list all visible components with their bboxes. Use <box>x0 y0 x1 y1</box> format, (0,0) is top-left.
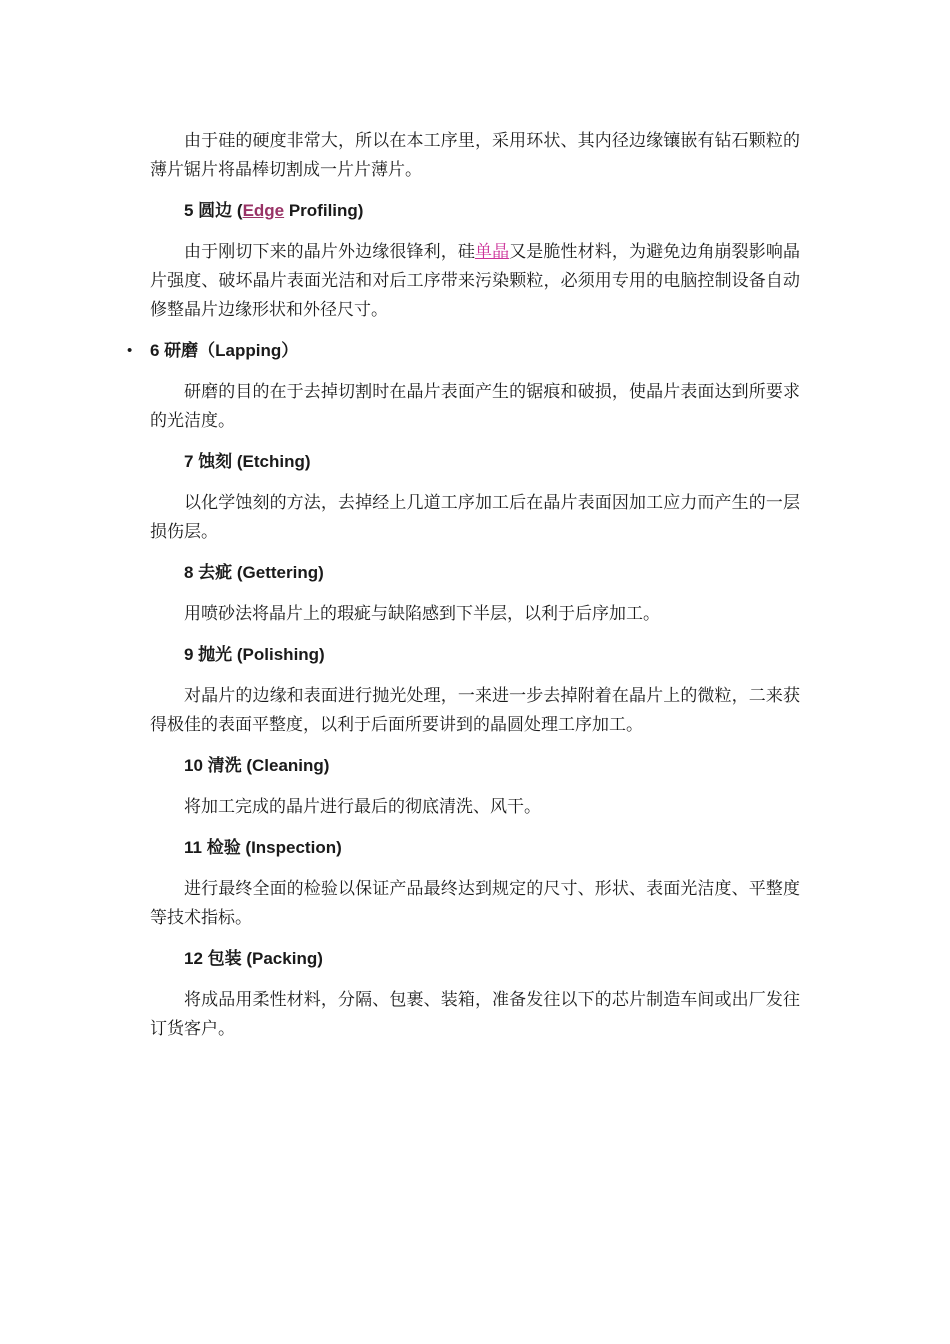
heading-7-etching: 7 蚀刻 (Etching) <box>184 452 311 471</box>
heading-10-cleaning: 10 清洗 (Cleaning) <box>184 756 330 775</box>
heading-6-lapping <box>127 336 800 365</box>
heading-5-prefix: 5 圆边 ( <box>184 201 243 220</box>
para-etching: 以化学蚀刻的方法，去掉经上几道工序加工后在晶片表面因加工应力而产生的一层损伤层。 <box>150 493 800 541</box>
edge-link[interactable]: Edge <box>242 201 285 220</box>
para-lapping: 研磨的目的在于去掉切割时在晶片表面产生的锯痕和破损，使晶片表面达到所要求的光洁度。 <box>150 382 800 430</box>
heading-8-gettering: 8 去疵 (Gettering) <box>184 563 324 582</box>
heading-6-label: 6 研磨（Lapping） <box>150 341 299 360</box>
heading-12-packing: 12 包装 (Packing) <box>184 949 323 968</box>
bullet-icon: • <box>127 342 133 359</box>
para-cleaning: 将加工完成的晶片进行最后的彻底清洗、风干。 <box>184 797 541 816</box>
para-packing: 将成品用柔性材料，分隔、包裹、装箱，准备发往以下的芯片制造车间或出厂发往订货客户。 <box>150 990 800 1038</box>
monocrystal-link[interactable]: 单晶 <box>474 242 510 261</box>
para-slicing: 由于硅的硬度非常大，所以在本工序里，采用环状、其内径边缘镶嵌有钻石颗粒的薄片锯片将晶棒切割成一片片薄片。 <box>150 131 800 179</box>
heading-5-edge-profiling <box>150 196 800 225</box>
para-inspection: 进行最终全面的检验以保证产品最终达到规定的尺寸、形状、表面光洁度、平整度等技术指标。 <box>150 879 800 927</box>
para-edge-before: 由于刚切下来的晶片外边缘很锋利，硅 <box>184 242 475 261</box>
heading-9-polishing: 9 抛光 (Polishing) <box>184 645 325 664</box>
heading-11-inspection: 11 检验 (Inspection) <box>184 838 342 857</box>
heading-5-suffix: Profiling) <box>284 201 364 220</box>
para-gettering: 用喷砂法将晶片上的瑕疵与缺陷感到下半层，以利于后序加工。 <box>184 604 660 623</box>
para-polishing: 对晶片的边缘和表面进行抛光处理，一来进一步去掉附着在晶片上的微粒，二来获得极佳的表面平整度，以利于后面所要讲到的晶圆处理工序加工。 <box>150 686 800 734</box>
para-edge-after: 又是脆性材料，为避免边角崩裂影响晶片强度、破坏晶片表面光洁和对后工序带来污染颗粒，必须用专用的电脑控制设备自动修整晶片边缘形状和外径尺寸。 <box>150 242 801 319</box>
para-edge-profiling <box>150 237 800 324</box>
